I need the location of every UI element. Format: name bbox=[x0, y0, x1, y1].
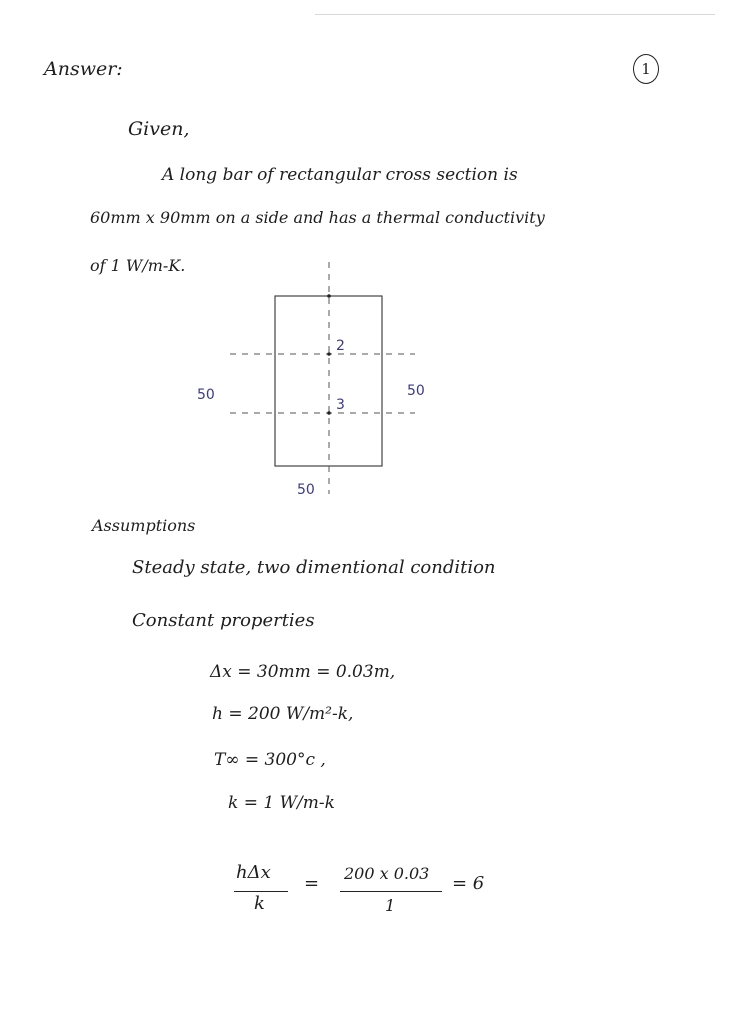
value-k: k = 1 W/m-k bbox=[228, 793, 335, 813]
fraction-lhs-denominator: k bbox=[254, 893, 265, 914]
fraction-lhs-numerator: hΔx bbox=[236, 862, 271, 883]
bottom-dimension-label: 50 bbox=[297, 482, 315, 498]
value-t-infinity: T∞ = 300°c , bbox=[214, 750, 326, 770]
assumption-item-1: Steady state, two dimentional condition bbox=[132, 557, 496, 578]
fraction-rhs-bar bbox=[340, 891, 442, 892]
node-top bbox=[327, 294, 331, 298]
given-label: Given, bbox=[128, 118, 190, 140]
value-h: h = 200 W/m²-k, bbox=[212, 704, 354, 724]
assumptions-title: Assumptions bbox=[92, 516, 196, 535]
left-dimension-label: 50 bbox=[197, 387, 215, 403]
node-3-point bbox=[327, 411, 331, 415]
bar-rectangle bbox=[275, 296, 382, 466]
assumption-item-2: Constant properties bbox=[132, 610, 315, 631]
node-2-point bbox=[327, 352, 331, 356]
problem-line-1: A long bar of rectangular cross section is bbox=[162, 165, 518, 185]
page-number: 1 bbox=[633, 54, 659, 84]
fraction-equals: = bbox=[304, 873, 320, 894]
answer-heading: Answer: bbox=[44, 58, 123, 80]
node-2-label: 2 bbox=[336, 338, 345, 354]
right-dimension-label: 50 bbox=[407, 383, 425, 399]
fraction-rhs-denominator: 1 bbox=[385, 896, 396, 915]
value-delta-x: Δx = 30mm = 0.03m, bbox=[210, 662, 396, 682]
problem-line-3: of 1 W/m-K. bbox=[90, 256, 186, 275]
fraction-rhs-numerator: 200 x 0.03 bbox=[344, 864, 430, 883]
problem-line-2: 60mm x 90mm on a side and has a thermal conductivity bbox=[90, 208, 545, 227]
node-3-label: 3 bbox=[336, 397, 345, 413]
fraction-result: = 6 bbox=[452, 873, 485, 894]
